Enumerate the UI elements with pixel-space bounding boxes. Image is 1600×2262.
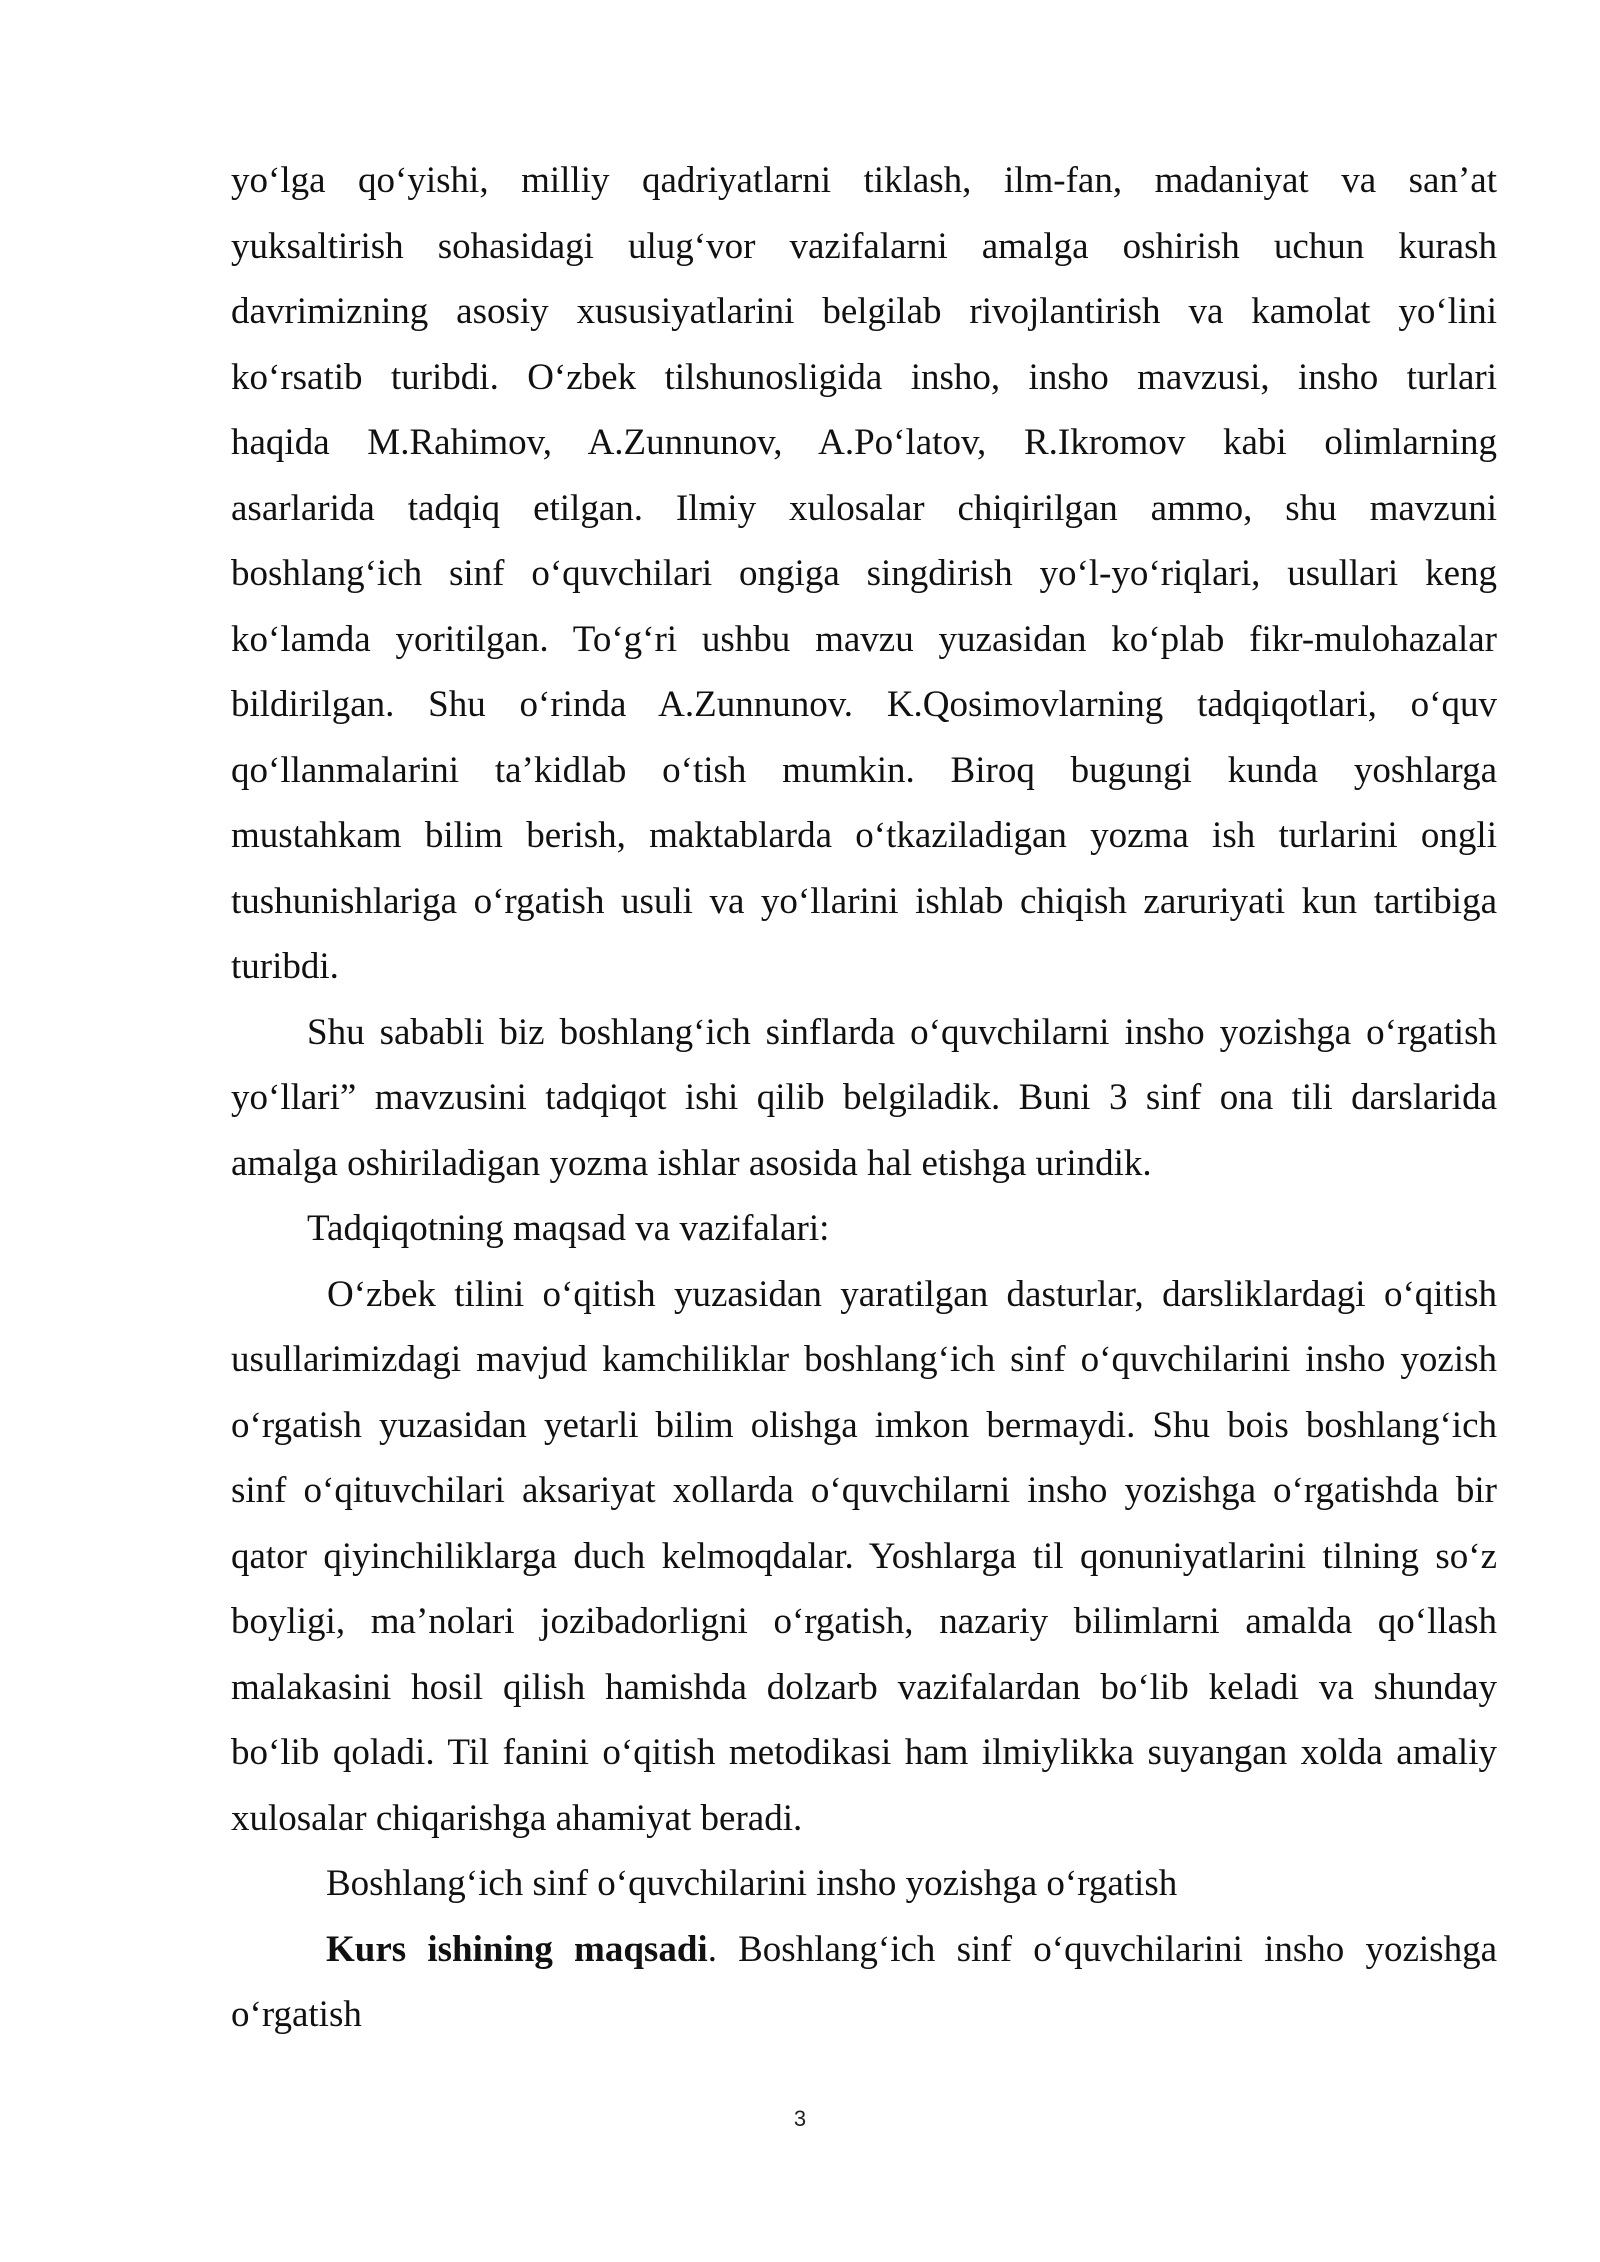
- text-line: bildirilgan. Shu o‘rinda A.Zunnunov. K.Qosimovlarning tadqiqotlari, o‘quv: [231, 684, 1497, 725]
- course-goal-label: Kurs ishining maqsadi: [326, 1928, 708, 1970]
- text-line: o‘rgatish yuzasidan yetarli bilim olishga imkon bermaydi. Shu bois boshlang‘ich: [231, 1404, 1497, 1446]
- text-line: malakasini hosil qilish hamishda dolzarb vazifalardan bo‘lib keladi va shunday: [231, 1666, 1497, 1708]
- text-line: sinf o‘qituvchilari aksariyat xollarda o‘quvchilarni insho yozishga o‘rgatishda bir: [231, 1470, 1497, 1511]
- text-line: davrimizning asosiy xususiyatlarini belgilab rivojlantirish va kamolat yo‘lini: [231, 291, 1497, 332]
- body-text: [231, 148, 1497, 2048]
- text-line: yuksaltirish sohasidagi ulug‘vor vazifalarni amalga oshirish uchun kurash: [231, 225, 1497, 267]
- text-line: mustahkam bilim berish, maktablarda o‘tkaziladigan yozma ish turlarini ongli: [231, 815, 1497, 856]
- text-line: xulosalar chiqarishga ahamiyat beradi.: [231, 1797, 803, 1839]
- paragraph-research-topic: [231, 1000, 1497, 1197]
- text-line: yo‘llari” mavzusini tadqiqot ishi qilib belgiladik. Buni 3 sinf ona tili darslarida: [231, 1077, 1497, 1118]
- page-number: 3: [793, 2106, 807, 2131]
- text-line: boyligi, ma’nolari jozibadorligni o‘rgatish, nazariy bilimlarni amalda qo‘llash: [231, 1601, 1497, 1642]
- paragraph-goals-heading: Tadqiqotning maqsad va vazifalari:: [307, 1208, 830, 1249]
- text-line: asarlarida tadqiq etilgan. Ilmiy xulosalar chiqirilgan ammo, shu mavzuni: [231, 487, 1497, 529]
- course-goal-text: . Boshlang‘ich sinf o‘quvchilarini insho yozishga: [707, 1928, 1497, 1970]
- text-line: O‘zbek tilini o‘qitish yuzasidan yaratilgan dasturlar, darsliklardagi o‘qitish: [327, 1273, 1497, 1315]
- text-line: yo‘lga qo‘yishi, milliy qadriyatlarni tiklash, ilm-fan, madaniyat va san’at: [231, 160, 1497, 201]
- paragraph-teaching-issues: [231, 1262, 1497, 1852]
- paragraph-course-goal: [231, 1917, 1497, 2048]
- text-line: haqida M.Rahimov, A.Zunnunov, A.Po‘latov, R.Ikromov kabi olimlarning: [231, 422, 1497, 463]
- text-line: Shu sababli biz boshlang‘ich sinflarda o‘quvchilarni insho yozishga o‘rgatish: [307, 1011, 1497, 1053]
- text-line: amalga oshiriladigan yozma ishlar asosida hal etishga urindik.: [231, 1142, 1152, 1184]
- text-line: [231, 1917, 1497, 1983]
- text-line: qator qiyinchiliklarga duch kelmoqdalar. Yoshlarga til qonuniyatlarini tilning so‘z: [231, 1535, 1497, 1577]
- text-line: turibdi.: [231, 946, 339, 987]
- text-line: tushunishlariga o‘rgatish usuli va yo‘llarini ishlab chiqish zaruriyati kun tartibiga: [231, 880, 1497, 922]
- text-line: boshlang‘ich sinf o‘quvchilari ongiga singdirish yo‘l-yo‘riqlari, usullari keng: [231, 553, 1497, 594]
- text-line: usullarimizdagi mavjud kamchiliklar boshlang‘ich sinf o‘quvchilarini insho yozish: [231, 1339, 1497, 1380]
- paragraph-topic-line: Boshlang‘ich sinf o‘quvchilarini insho yozishga o‘rgatish: [326, 1863, 1178, 1904]
- text-line: o‘rgatish: [231, 1994, 362, 2035]
- paragraph-intro: [231, 148, 1497, 1000]
- text-line: bo‘lib qoladi. Til fanini o‘qitish metodikasi ham ilmiylikka suyangan xolda amaliy: [231, 1732, 1497, 1773]
- text-line: qo‘llanmalarini ta’kidlab o‘tish mumkin. Biroq bugungi kunda yoshlarga: [231, 749, 1497, 791]
- text-line: ko‘lamda yoritilgan. To‘g‘ri ushbu mavzu yuzasidan ko‘plab fikr-mulohazalar: [231, 618, 1497, 660]
- text-line: ko‘rsatib turibdi. O‘zbek tilshunosligida insho, insho mavzusi, insho turlari: [231, 356, 1497, 398]
